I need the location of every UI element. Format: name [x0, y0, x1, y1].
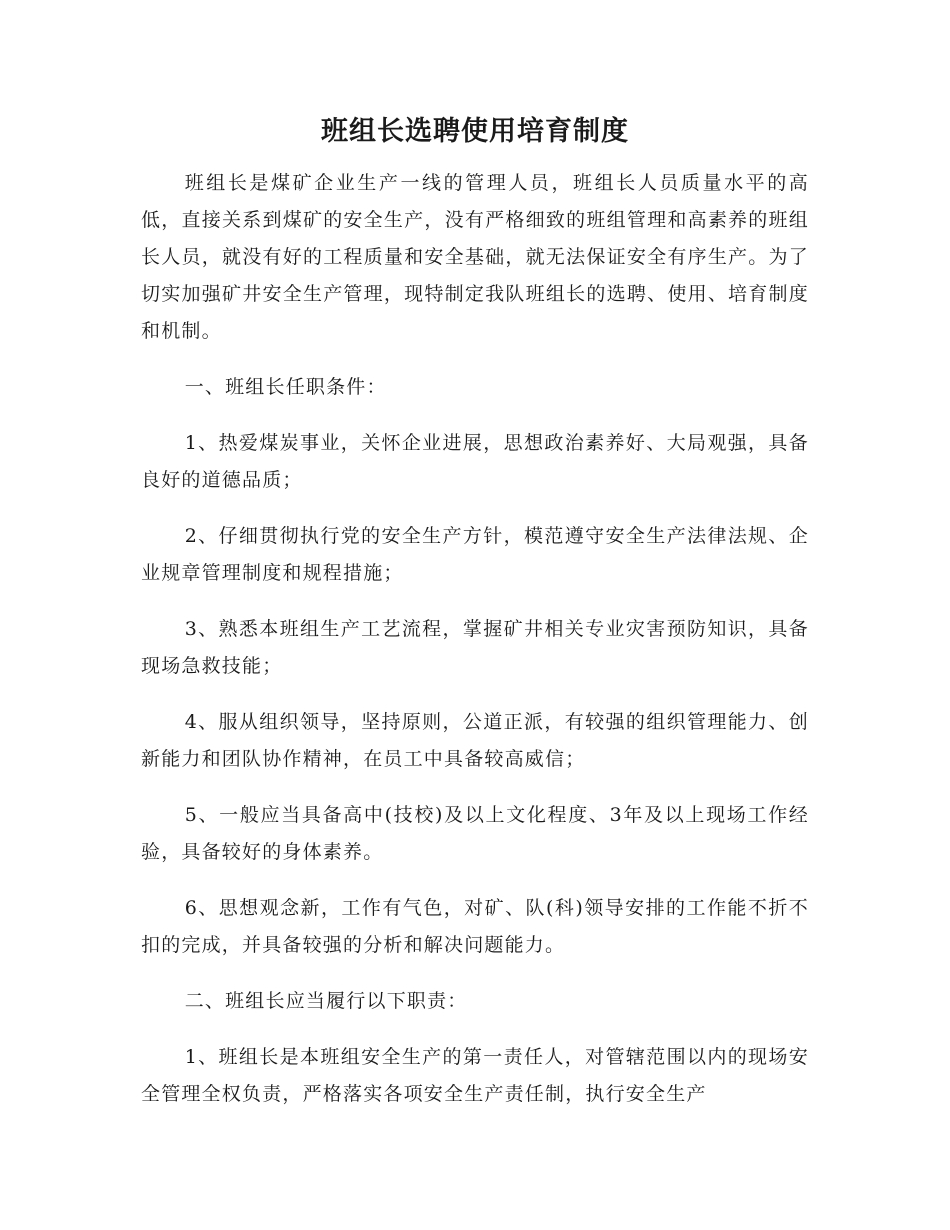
- document-body: [141, 165, 809, 1132]
- qualification-item-1: 1、热爱煤炭事业，关怀企业进展，思想政治素养好、大局观强，具备良好的道德品质；: [141, 432, 809, 491]
- qualification-item-3: 3、熟悉本班组生产工艺流程，掌握矿井相关专业灾害预防知识，具备现场急救技能；: [141, 618, 809, 677]
- qualification-item-6: 6、思想观念新，工作有气色，对矿、队(科)领导安排的工作能不折不扣的完成，并具备较强的分析和解决问题能力。: [141, 897, 809, 956]
- paragraph-intro: 班组长是煤矿企业生产一线的管理人员，班组长人员质量水平的高低，直接关系到煤矿的安全生产，没有严格细致的班组管理和高素养的班组长人员，就没有好的工程质量和安全基础，就无法保证安全有序生产。为了切实加强矿井安全生产管理，现特制定我队班组长的选聘、使用、培育制度和机制。: [141, 172, 809, 342]
- duty-item-1: 1、班组长是本班组安全生产的第一责任人，对管辖范围以内的现场安全管理全权负责，严格落实各项安全生产责任制，执行安全生产: [141, 1046, 809, 1105]
- qualification-item-5: 5、一般应当具备高中(技校)及以上文化程度、3年及以上现场工作经验，具备较好的身体素养。: [141, 804, 809, 863]
- section-heading-qualifications: 一、班组长任职条件：: [184, 376, 387, 398]
- qualification-item-4: 4、服从组织领导，坚持原则，公道正派，有较强的组织管理能力、创新能力和团队协作精神，在员工中具备较高威信；: [141, 711, 809, 770]
- qualification-item-2: 2、仔细贯彻执行党的安全生产方针，模范遵守安全生产法律法规、企业规章管理制度和规程措施；: [141, 525, 809, 584]
- document-title: 班组长选聘使用培育制度: [321, 116, 629, 147]
- section-heading-duties: 二、班组长应当履行以下职责：: [184, 990, 468, 1012]
